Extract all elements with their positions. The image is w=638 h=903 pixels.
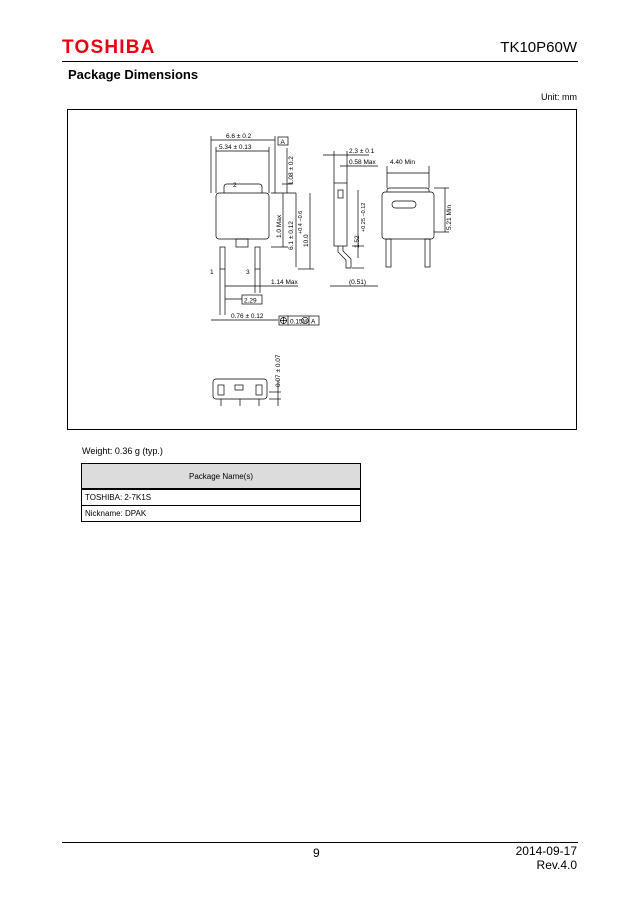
footer-date: 2014-09-17 (515, 844, 577, 858)
unit-label: Unit: mm (541, 92, 577, 102)
package-name-table (81, 463, 361, 522)
dim-100-tol: +0.4 −0.6 (298, 210, 304, 234)
datum-a: A (280, 139, 285, 146)
pin2-label: 2 (233, 182, 237, 189)
dim-611: 6.1 ± 0.12 (288, 221, 295, 250)
dim-width: 6.6 ± 0.2 (226, 133, 252, 140)
dim-152-tol: +0.25 −0.12 (361, 202, 367, 232)
package-table-row: Nickname: DPAK (82, 506, 361, 522)
dim-tab-width: 5.34 ± 0.13 (219, 144, 252, 151)
dim-007: 0.07 ± 0.07 (275, 354, 282, 387)
page-number: 9 (313, 846, 320, 860)
dim-076: 0.76 ± 0.12 (231, 313, 264, 320)
package-table-header: Package Name(s) (82, 464, 361, 490)
dim-rear-521: 5.21 Min (446, 205, 453, 230)
header-rule (62, 61, 578, 62)
footer-rule (62, 842, 578, 843)
dim-051: (0.51) (349, 279, 366, 286)
footer-revision: Rev.4.0 (536, 858, 577, 872)
bottom-view (213, 379, 281, 406)
weight-text: Weight: 0.36 g (typ.) (82, 446, 163, 456)
dim-10max: 1.0 Max (276, 214, 283, 238)
rear-view (382, 166, 449, 267)
dim-229: 2.29 (244, 297, 257, 305)
section-title: Package Dimensions (68, 67, 199, 82)
dim-tab-height: 1.08 ± 0.2 (288, 156, 295, 185)
dim-015: 0.15 (290, 318, 303, 326)
pin3-label: 3 (246, 269, 250, 276)
dim-015-m: M (302, 319, 307, 325)
package-drawing (68, 110, 578, 431)
package-drawing-frame (67, 109, 577, 430)
part-number: TK10P60W (500, 39, 577, 56)
dim-152: 1.52 (354, 235, 361, 248)
side-view (323, 151, 378, 286)
package-table-row: TOSHIBA: 2-7K1S (82, 489, 361, 506)
dim-side-058: 0.58 Max (349, 159, 376, 166)
dim-side-thick: 2.3 ± 0.1 (349, 148, 375, 155)
dim-114: 1.14 Max (271, 279, 298, 286)
dim-100: 10.0 (303, 234, 310, 247)
pin1-label: 1 (210, 269, 214, 276)
dim-015-a: A (311, 318, 316, 326)
dim-rear-440: 4.40 Min (390, 159, 415, 166)
toshiba-logo: TOSHIBA (62, 37, 156, 58)
